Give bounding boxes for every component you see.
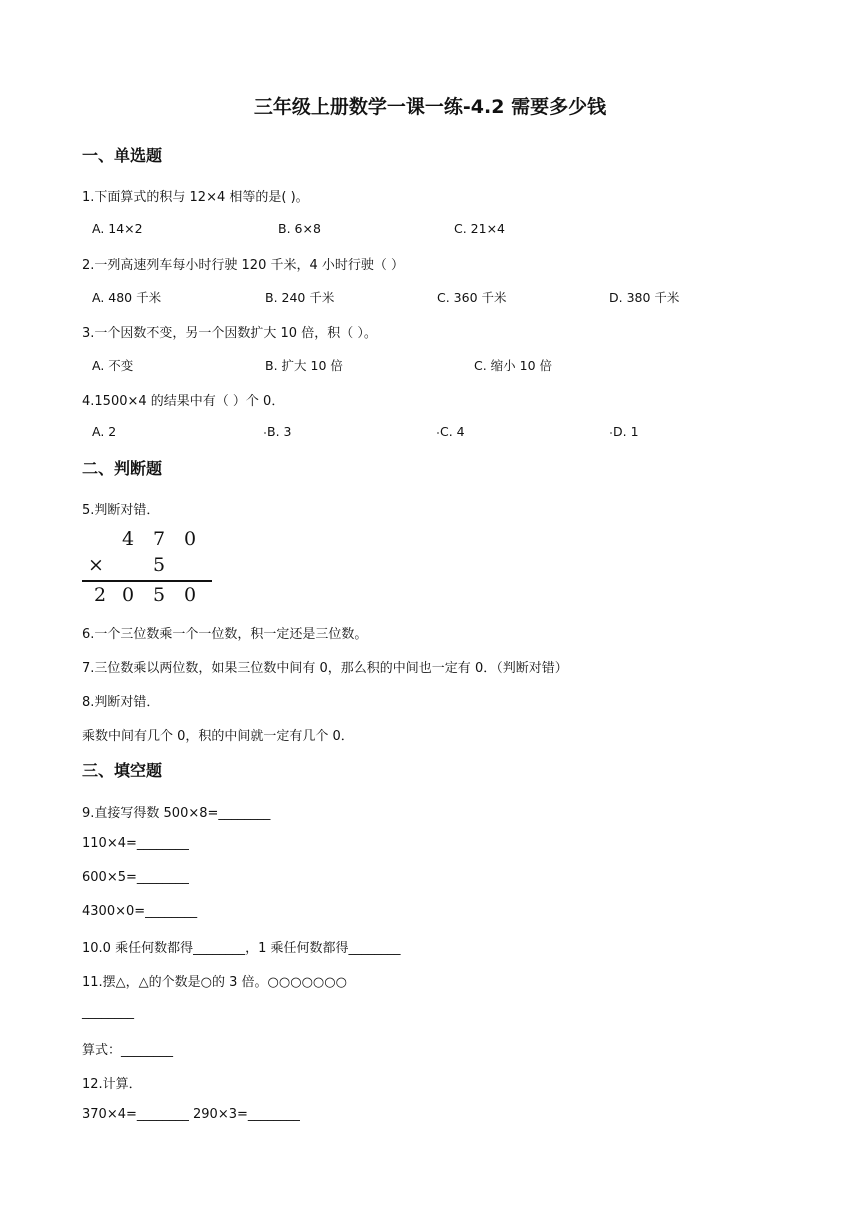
bullet-dot-icon [437,432,439,434]
section-heading-true-false: 二、判断题 [82,459,163,478]
question-8: 8.判断对错． [82,695,160,710]
q4-option-c: C. 4 [437,424,465,439]
multiply-sign: × [88,554,104,576]
question-1: 1.下面算式的积与 12×4 相等的是( )。 [82,190,309,205]
q1-option-b: B. 6×8 [278,221,321,236]
question-4: 4.1500×4 的结果中有（ ）个 0． [82,394,285,409]
question-9-line: 4300×0=________ [82,904,198,919]
product-digit: 2 [94,584,107,606]
q2-option-b: B. 240 千米 [265,290,335,305]
multiplicand-digit: 0 [184,528,197,550]
question-8-statement: 乘数中间有几个 0，积的中间就一定有几个 0． [82,729,354,744]
product-digit: 0 [184,584,197,606]
section-heading-fill-in: 三、填空题 [82,761,163,780]
q2-option-c: C. 360 千米 [437,290,507,305]
question-12-calculations: 370×4=________ 290×3=________ [82,1107,300,1122]
bullet-dot-icon [610,432,612,434]
question-9: 9.直接写得数 500×8=________ [82,806,271,821]
multiplier-digit: 5 [153,554,166,576]
q3-option-b: B. 扩大 10 倍 [265,358,343,373]
question-9-line: 600×5=________ [82,870,189,885]
question-6: 6.一个三位数乘一个一位数，积一定还是三位数。 [82,627,368,642]
q4-option-b: B. 3 [264,424,291,439]
q3-option-a: A. 不变 [92,358,134,373]
q1-option-a: A. 14×2 [92,221,143,236]
question-11: 11.摆△，△的个数是○的 3 倍。○○○○○○○ [82,975,347,990]
bullet-dot-icon [264,432,266,434]
question-12: 12.计算． [82,1077,142,1092]
question-3: 3.一个因数不变，另一个因数扩大 10 倍，积（ ）。 [82,326,377,341]
section-heading-single-choice: 一、单选题 [82,146,163,165]
q4-option-a: A. 2 [92,424,117,439]
multiplicand-digit: 4 [122,528,135,550]
q4-option-d: D. 1 [610,424,639,439]
q1-option-c: C. 21×4 [454,221,506,236]
vertical-multiplication-figure [82,526,214,610]
product-digit: 5 [153,584,166,606]
question-5: 5.判断对错． [82,503,160,518]
question-10: 10.0 乘任何数都得________，1 乘任何数都得________ [82,941,401,956]
q2-option-d: D. 380 千米 [609,290,680,305]
page-title: 三年级上册数学一课一练-4.2 需要多少钱 [253,96,607,118]
question-9-line: 110×4=________ [82,836,189,851]
product-digit: 0 [122,584,135,606]
question-7: 7.三位数乘以两位数，如果三位数中间有 0，那么积的中间也一定有 0．（判断对错） [82,661,568,676]
q2-option-a: A. 480 千米 [92,290,162,305]
multiplicand-digit: 7 [153,528,166,550]
q3-option-c: C. 缩小 10 倍 [474,358,553,373]
question-11-blank: ________ [82,1005,134,1020]
result-line [82,580,212,582]
question-2: 2.一列高速列车每小时行驶 120 千米，4 小时行驶（ ） [82,258,405,273]
question-11-formula: 算式：________ [82,1043,174,1058]
